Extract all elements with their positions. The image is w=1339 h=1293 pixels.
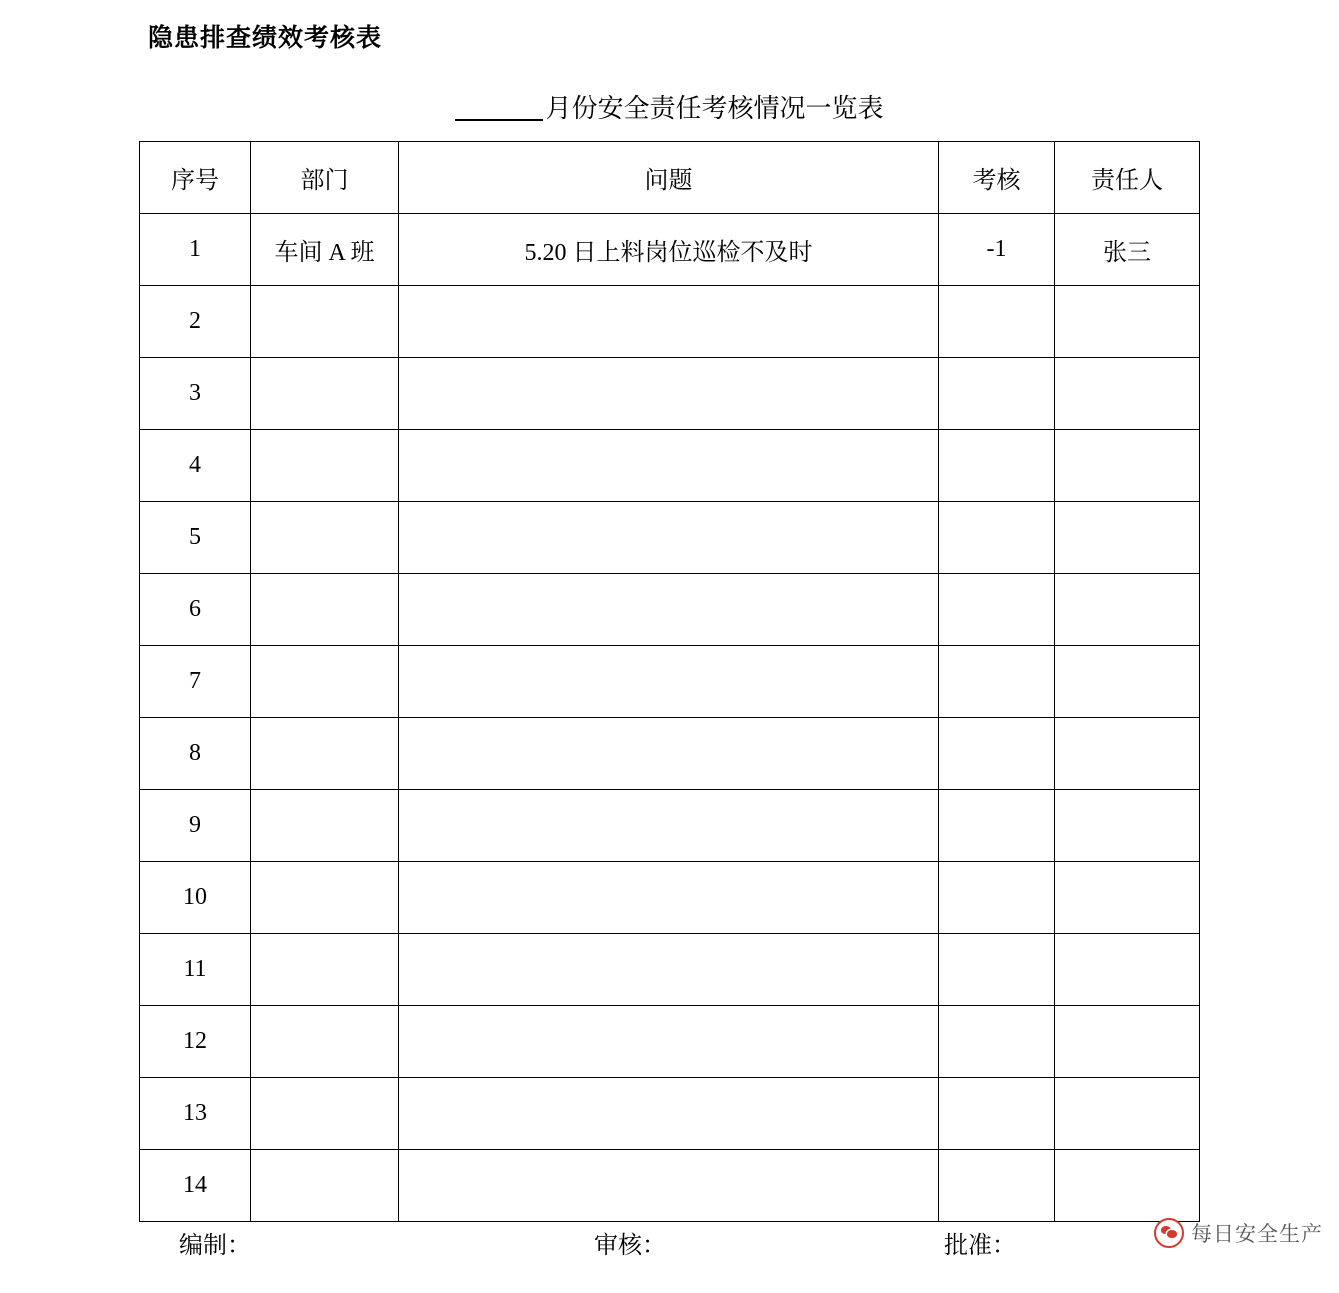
cell-seq: 12: [140, 1006, 251, 1078]
cell-person: 张三: [1055, 214, 1200, 286]
column-header-person: 责任人: [1055, 142, 1200, 214]
cell-dept: [251, 718, 399, 790]
cell-dept: [251, 358, 399, 430]
cell-seq: 7: [140, 646, 251, 718]
signature-footer: [139, 1225, 1199, 1265]
cell-score: -1: [939, 214, 1055, 286]
cell-person: [1055, 1006, 1200, 1078]
cell-dept: [251, 646, 399, 718]
cell-seq: 2: [140, 286, 251, 358]
cell-issue: [399, 1150, 939, 1222]
cell-person: [1055, 430, 1200, 502]
cell-person: [1055, 502, 1200, 574]
table-row: [140, 358, 1200, 430]
wechat-official-account-icon: [1154, 1218, 1184, 1248]
table-row: [140, 574, 1200, 646]
table-row: [140, 790, 1200, 862]
watermark-label: 每日安全生产: [1191, 1222, 1323, 1246]
cell-issue: [399, 1078, 939, 1150]
watermark: [1154, 1218, 1323, 1248]
table-row: [140, 502, 1200, 574]
cell-person: [1055, 934, 1200, 1006]
table-row: [140, 1078, 1200, 1150]
sheet-title-text: 月份安全责任考核情况一览表: [545, 94, 884, 123]
cell-dept: [251, 934, 399, 1006]
cell-seq: 5: [140, 502, 251, 574]
cell-dept: [251, 430, 399, 502]
cell-person: [1055, 574, 1200, 646]
cell-seq: 13: [140, 1078, 251, 1150]
cell-score: [939, 1078, 1055, 1150]
reviewed-by-label: 审核：: [594, 1233, 666, 1259]
cell-person: [1055, 1150, 1200, 1222]
cell-issue: 5.20 日上料岗位巡检不及时: [399, 214, 939, 286]
cell-issue: [399, 286, 939, 358]
cell-seq: 4: [140, 430, 251, 502]
cell-issue: [399, 934, 939, 1006]
cell-dept: 车间 A 班: [251, 214, 399, 286]
cell-dept: [251, 502, 399, 574]
table-row: [140, 430, 1200, 502]
cell-issue: [399, 430, 939, 502]
cell-score: [939, 1006, 1055, 1078]
cell-score: [939, 502, 1055, 574]
table-body: [140, 214, 1200, 1222]
cell-seq: 11: [140, 934, 251, 1006]
cell-score: [939, 646, 1055, 718]
cell-seq: 10: [140, 862, 251, 934]
cell-issue: [399, 790, 939, 862]
table-row: [140, 934, 1200, 1006]
cell-seq: 1: [140, 214, 251, 286]
cell-issue: [399, 358, 939, 430]
table-row: [140, 214, 1200, 286]
cell-person: [1055, 646, 1200, 718]
cell-score: [939, 358, 1055, 430]
cell-dept: [251, 1006, 399, 1078]
cell-issue: [399, 646, 939, 718]
cell-score: [939, 1150, 1055, 1222]
table-row: [140, 862, 1200, 934]
cell-person: [1055, 718, 1200, 790]
cell-seq: 9: [140, 790, 251, 862]
cell-score: [939, 718, 1055, 790]
cell-dept: [251, 790, 399, 862]
cell-seq: 3: [140, 358, 251, 430]
cell-dept: [251, 862, 399, 934]
cell-dept: [251, 574, 399, 646]
column-header-score: 考核: [939, 142, 1055, 214]
column-header-issue: 问题: [399, 142, 939, 214]
cell-score: [939, 430, 1055, 502]
approved-by-label: 批准：: [944, 1233, 1016, 1259]
cell-seq: 14: [140, 1150, 251, 1222]
cell-score: [939, 286, 1055, 358]
cell-seq: 8: [140, 718, 251, 790]
assessment-table: [139, 141, 1200, 1222]
cell-person: [1055, 1078, 1200, 1150]
month-blank-field: [455, 119, 543, 121]
cell-score: [939, 574, 1055, 646]
column-header-seq: 序号: [140, 142, 251, 214]
page-title: 隐患排查绩效考核表: [148, 24, 383, 52]
cell-score: [939, 790, 1055, 862]
cell-issue: [399, 718, 939, 790]
prepared-by-label: 编制：: [179, 1233, 251, 1259]
column-header-dept: 部门: [251, 142, 399, 214]
cell-person: [1055, 358, 1200, 430]
cell-dept: [251, 286, 399, 358]
sheet-title: [0, 88, 1339, 125]
cell-person: [1055, 286, 1200, 358]
table-row: [140, 286, 1200, 358]
cell-score: [939, 862, 1055, 934]
table-row: [140, 1150, 1200, 1222]
cell-person: [1055, 862, 1200, 934]
cell-dept: [251, 1078, 399, 1150]
cell-seq: 6: [140, 574, 251, 646]
cell-issue: [399, 1006, 939, 1078]
table-row: [140, 1006, 1200, 1078]
cell-score: [939, 934, 1055, 1006]
table-row: [140, 718, 1200, 790]
cell-dept: [251, 1150, 399, 1222]
cell-issue: [399, 502, 939, 574]
table-header-row: [140, 142, 1200, 214]
cell-issue: [399, 862, 939, 934]
cell-issue: [399, 574, 939, 646]
table-row: [140, 646, 1200, 718]
cell-person: [1055, 790, 1200, 862]
